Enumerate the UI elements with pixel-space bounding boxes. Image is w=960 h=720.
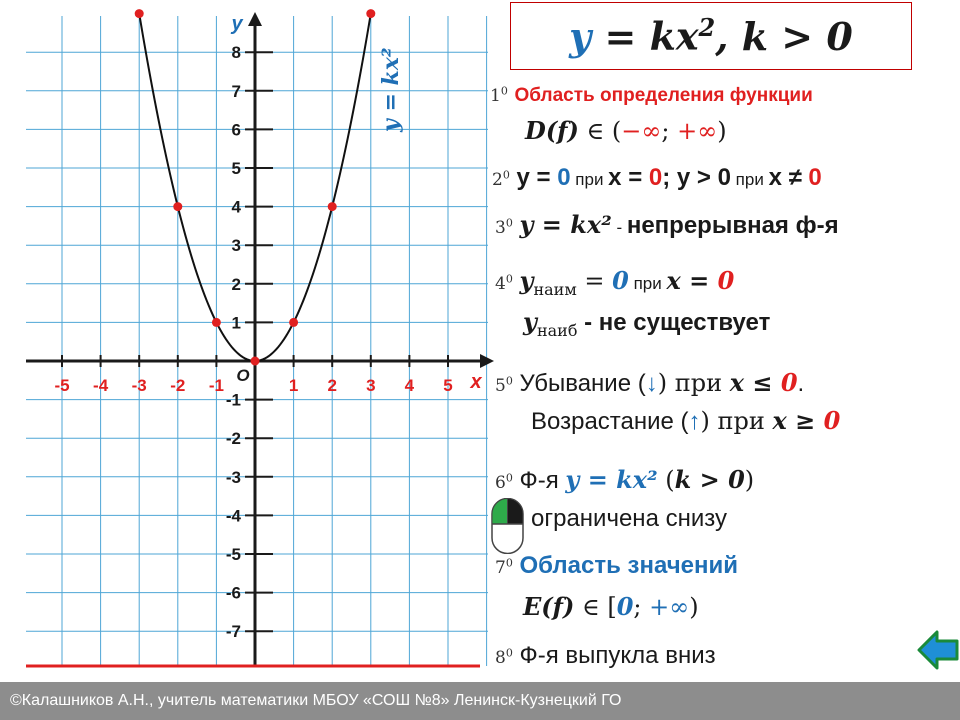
property-5-number: $5^0$ bbox=[495, 374, 513, 396]
y-tick-label: 4 bbox=[231, 197, 241, 217]
property-7-number: $7^0$ bbox=[495, 556, 513, 578]
y-tick-label: 7 bbox=[231, 81, 241, 101]
range-formula: E(f) ∈ [0; +∞) bbox=[523, 592, 699, 621]
data-point bbox=[328, 202, 337, 211]
property-3-number: $3^0$ bbox=[495, 216, 513, 238]
x-tick-label: -3 bbox=[131, 376, 147, 395]
x-tick-label: 2 bbox=[327, 376, 337, 395]
data-point bbox=[366, 9, 375, 18]
convexity-text: Ф-я выпукла вниз bbox=[519, 642, 716, 669]
bounded-toggle-icon bbox=[491, 498, 524, 554]
data-point bbox=[135, 9, 144, 18]
x-tick-label: -5 bbox=[54, 376, 70, 395]
x-tick-label: -2 bbox=[170, 376, 186, 395]
data-point bbox=[212, 318, 221, 327]
chart-axes bbox=[26, 12, 494, 666]
property-2-number: $2^0$ bbox=[492, 168, 510, 190]
y-axis-arrow bbox=[248, 12, 262, 26]
header-eq: = bbox=[604, 13, 637, 59]
y-tick-label: 2 bbox=[231, 274, 241, 294]
y-tick-label: -5 bbox=[225, 545, 241, 564]
y-tick-label: 1 bbox=[231, 313, 241, 333]
x-tick-label: 4 bbox=[404, 376, 415, 395]
chart-labels bbox=[230, 13, 482, 393]
parabola-chart bbox=[0, 0, 500, 682]
data-point bbox=[173, 202, 182, 211]
property-5-increasing: Возрастание (↑) при x ≥ 0 bbox=[531, 406, 841, 435]
property-8-number: $8^0$ bbox=[495, 646, 513, 668]
property-1 bbox=[490, 80, 813, 108]
chart-grid bbox=[26, 16, 488, 666]
property-2: $2^0$ y = 0 при x = 0; y > 0 при x ≠ 0 bbox=[492, 164, 822, 191]
property-4-number: $4^0$ bbox=[495, 272, 513, 294]
x-tick-label: -4 bbox=[93, 376, 109, 395]
header-comma: , bbox=[715, 13, 729, 59]
y-tick-label: -7 bbox=[225, 622, 241, 642]
data-point bbox=[251, 357, 260, 366]
footer-bar bbox=[0, 682, 960, 720]
header-kx: $kx^2$ bbox=[649, 13, 716, 59]
x-tick-label: 5 bbox=[443, 376, 453, 395]
continuity-text: непрерывная ф-я bbox=[626, 212, 839, 239]
data-point bbox=[289, 318, 298, 327]
footer-credit: ©Калашников А.Н., учитель математики МБОУ «СОШ №8» Ленинск-Кузнецкий ГО bbox=[10, 692, 622, 709]
y-tick-label: -6 bbox=[225, 583, 241, 603]
x-tick-label: -1 bbox=[208, 376, 224, 395]
property-6-number: $6^0$ bbox=[495, 471, 513, 493]
back-arrow-button[interactable] bbox=[917, 628, 959, 672]
property-1-number: $1^0$ bbox=[490, 84, 508, 106]
property-3-formula: y = kx² bbox=[519, 210, 612, 239]
header-gt: > bbox=[781, 13, 814, 59]
property-6: $6^0$ Ф-я y = kx² (k > 0) bbox=[495, 465, 755, 494]
domain-title: Область определения функции bbox=[514, 85, 813, 106]
y-tick-label: 3 bbox=[231, 236, 241, 256]
y-tick-label: 6 bbox=[231, 120, 241, 140]
property-7 bbox=[495, 552, 738, 580]
property-5-decreasing: $5^0$ Убывание (↓) при x ≤ 0. bbox=[495, 368, 805, 397]
y-tick-label: -4 bbox=[225, 506, 241, 526]
property-8 bbox=[495, 642, 716, 670]
property-4-max: $y_{наиб}$ - не существует bbox=[523, 307, 771, 340]
x-tick-label: 1 bbox=[288, 376, 299, 395]
property-4-min: $4^0$ $y_{наим} = 0$ при x = 0 bbox=[495, 266, 735, 299]
header-zero: 0 bbox=[826, 13, 853, 59]
x-axis-label: x bbox=[470, 371, 482, 393]
y-tick-label: -1 bbox=[225, 390, 241, 410]
header-y: y bbox=[569, 13, 592, 59]
x-tick-label: 3 bbox=[366, 376, 376, 395]
y-tick-label: -2 bbox=[225, 429, 241, 449]
y-tick-label: 8 bbox=[231, 43, 241, 63]
y-tick-label: -3 bbox=[225, 467, 241, 487]
bounded-below-text: ограничена снизу bbox=[531, 505, 727, 532]
header-k: k bbox=[741, 13, 769, 59]
range-title: Область значений bbox=[519, 552, 738, 579]
y-tick-label: 5 bbox=[231, 159, 241, 178]
header-formula bbox=[510, 2, 912, 70]
domain-formula: D(f) ∈ (−∞; +∞) bbox=[525, 116, 727, 145]
origin-label: O bbox=[236, 366, 250, 385]
y-axis-label: y bbox=[231, 13, 243, 35]
curve-label: y = kx² bbox=[378, 47, 404, 132]
property-3: $3^0$ y = kx² - непрерывная ф-я bbox=[495, 210, 839, 239]
